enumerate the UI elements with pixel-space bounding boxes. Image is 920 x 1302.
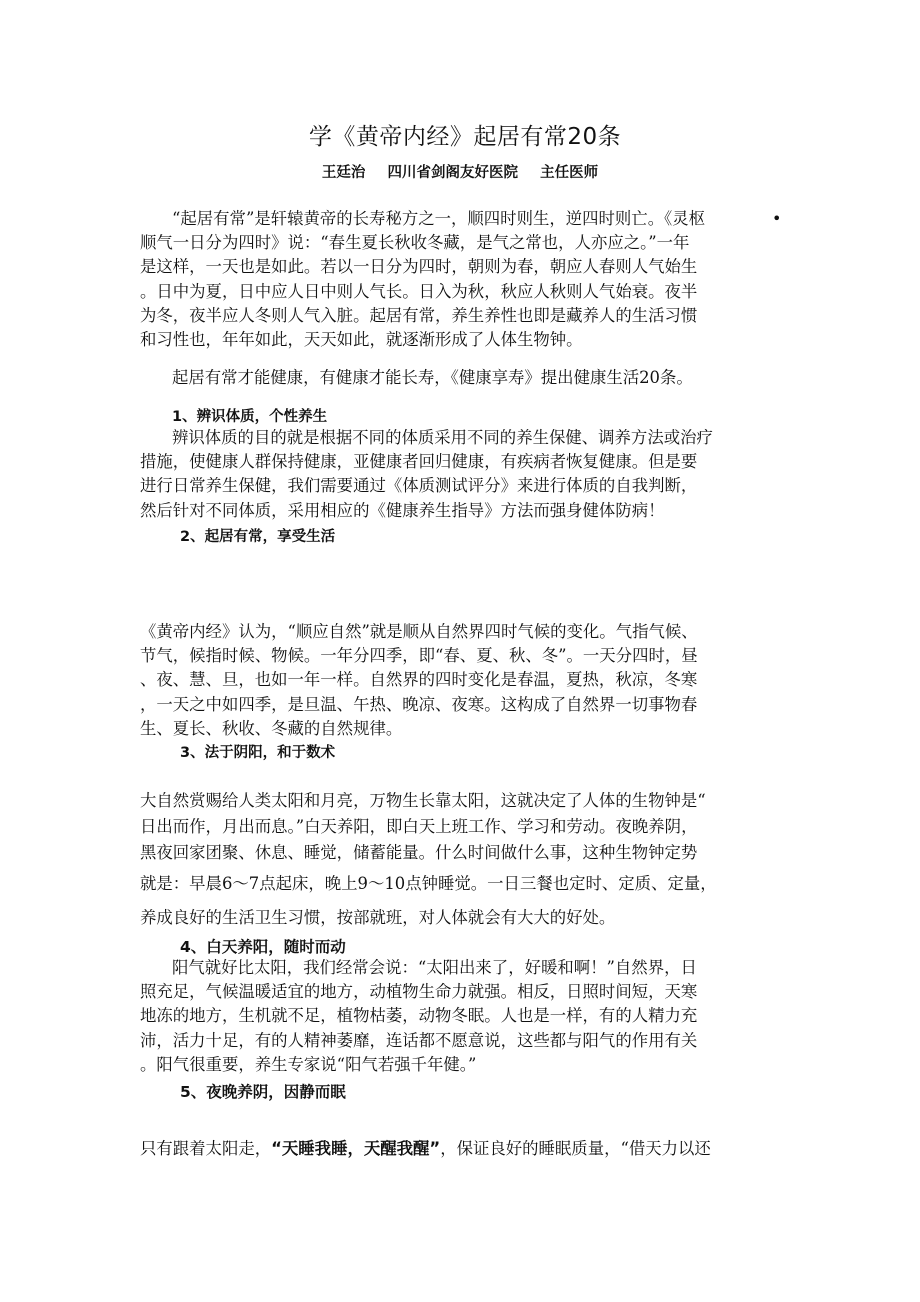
section-3-line: 日出而作，月出而息。”白天养阳，即白天上班工作、学习和劳动。夜晚养阴， [140, 817, 698, 836]
section-body-2 [140, 620, 785, 741]
section-3-line: 大自然赏赐给人类太阳和月亮，万物生长靠太阳，这就决定了人体的生物钟是“ [140, 791, 706, 810]
section-3-line: 黑夜回家团聚、休息、睡觉，储蓄能量。什么时间做什么事，这种生物钟定势 [140, 843, 698, 862]
intro-line: 顺气一日分为四时》说：“春生夏长秋收冬藏，是气之常也，人亦应之。”一年 [140, 233, 690, 253]
section-2-line: ，一天之中如四季，是旦温、午热、晚凉、夜寒。这构成了自然界一切事物春 [140, 694, 698, 714]
intro-line: “起居有常”是轩辕黄帝的长寿秘方之一，顺四时则生，逆四时则亡。《灵枢 [172, 209, 706, 228]
section-heading-3: 3、法于阴阳，和于数术 [180, 745, 336, 761]
section-4-line: 沛，活力十足，有的人精神萎靡，连话都不愿意说，这些都与阳气的作用有关 [140, 1030, 698, 1050]
section-1-line: 然后针对不同体质，采用相应的《健康养生指导》方法而强身健体防病！ [140, 500, 665, 520]
section-1-line: 辨识体质的目的就是根据不同的体质采用不同的养生保健、调养方法或治疗 [172, 428, 713, 447]
section-2-line: 节气，候指时候、物候。一年分四季，即“春、夏、秋、冬”。一天分四时，昼 [140, 646, 698, 666]
section-5-text: 只有跟着太阳走， [140, 1139, 272, 1158]
intro-line: 和习性也，年年如此，天天如此，就逐渐形成了人体生物钟。 [140, 330, 583, 350]
section-4-line: 。阳气很重要，养生专家说“阳气若强千年健。” [140, 1054, 477, 1074]
section-body-1 [140, 426, 785, 523]
intro-paragraph [140, 207, 785, 352]
section-body-5 [140, 1137, 785, 1161]
section-heading-2: 2、起居有常，享受生活 [180, 529, 336, 545]
intro-line: 是这样，一天也是如此。若以一日分为四时，朝则为春，朝应人春则人气始生 [140, 257, 698, 277]
section-heading-4: 4、白天养阳，随时而动 [180, 938, 346, 956]
section-5-emphasis: “天睡我睡，天醒我醒” [271, 1139, 441, 1158]
intro-line: 。日中为夏，日中应人日中则人气长。日入为秋，秋应人秋则人气始衰。夜半 [140, 281, 698, 301]
section-heading-1: 1、辨识体质，个性养生 [172, 409, 328, 425]
summary-paragraph [140, 366, 785, 390]
bullet-mark: • [772, 209, 782, 228]
section-3-line: 养成良好的生活卫生习惯，按部就班，对人体就会有大大的好处。 [140, 908, 616, 927]
section-1-line: 措施，使健康人群保持健康，亚健康者回归健康，有疾病者恢复健康。但是要 [140, 452, 698, 472]
section-4-line: 照充足，气候温暖适宜的地方，动植物生命力就强。相反，日照时间短，天寒 [140, 982, 698, 1002]
section-2-line: 《黄帝内经》认为，“顺应自然”就是顺从自然界四时气候的变化。气指气候、 [140, 622, 698, 641]
summary-text: 起居有常才能健康，有健康才能长寿，《健康享寿》提出健康生活20条。 [172, 368, 693, 387]
document-title: 学《黄帝内经》起居有常20条 [308, 124, 622, 150]
section-4-line: 阳气就好比太阳，我们经常会说：“太阳出来了，好暖和啊！”自然界，日 [172, 958, 697, 977]
intro-line: 为冬，夜半应人冬则人气入脏。起居有常，养生养性也即是藏养人的生活习惯 [140, 305, 698, 325]
section-2-line: 、夜、慧、旦，也如一年一样。自然界的四时变化是春温，夏热，秋凉，冬寒 [140, 670, 698, 690]
section-body-3c [140, 906, 785, 930]
section-2-line: 生、夏长、秋收、冬藏的自然规律。 [140, 718, 403, 738]
section-heading-5: 5、夜晚养阴，因静而眠 [180, 1083, 346, 1101]
section-body-3 [140, 788, 785, 866]
author-line: 王廷治 四川省剑阁友好医院 主任医师 [321, 165, 599, 181]
section-1-line: 进行日常养生保健，我们需要通过《体质测试评分》来进行体质的自我判断， [140, 476, 698, 496]
section-5-text-tail: ，保证良好的睡眠质量，“借天力以还 [440, 1139, 711, 1158]
section-body-3b [140, 872, 785, 896]
section-3-line: 就是：早晨6～7点起床，晚上9～10点钟睡觉。一日三餐也定时、定质、定量， [140, 874, 717, 893]
section-4-line: 地冻的地方，生机就不足，植物枯萎，动物冬眠。人也是一样，有的人精力充 [140, 1006, 698, 1026]
section-body-4 [140, 956, 785, 1077]
